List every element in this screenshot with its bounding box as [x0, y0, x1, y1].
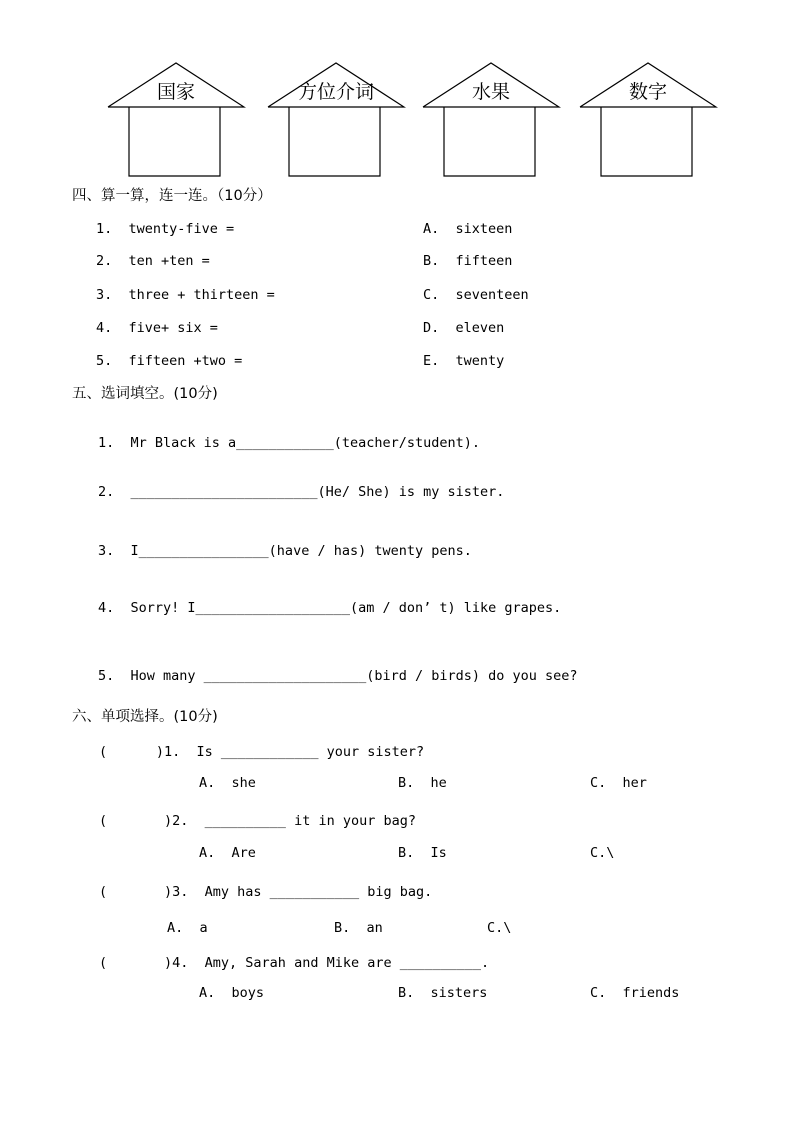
fill-item-5: 5. How many ____________________(bird / birds) do you see? — [98, 668, 578, 684]
mc-option-a: A. she — [199, 775, 256, 791]
house-label: 数字 — [628, 81, 667, 103]
house-label: 方位介词 — [297, 81, 374, 103]
fill-item-2: 2. _______________________(He/ She) is my sister. — [98, 484, 505, 500]
house-outline — [421, 60, 561, 178]
house-outline — [266, 60, 406, 178]
section5-title: 五、选词填空。(10分) — [72, 386, 218, 402]
house-number — [578, 60, 718, 178]
match-right-a: A. sixteen — [423, 221, 513, 237]
mc-question-3: ( )3. Amy has ___________ big bag. — [99, 884, 433, 900]
house-fruit — [421, 60, 561, 178]
mc-option-c: C.\ — [590, 845, 615, 861]
mc-option-b: B. Is — [398, 845, 447, 861]
match-right-d: D. eleven — [423, 320, 505, 336]
mc-option-a: A. boys — [199, 985, 265, 1001]
mc-option-a: A. Are — [199, 845, 256, 861]
match-right-b: B. fifteen — [423, 253, 513, 269]
match-left-2: 2. ten +ten = — [96, 253, 210, 269]
house-label: 国家 — [156, 81, 195, 103]
house-outline — [578, 60, 718, 178]
house-preposition — [266, 60, 406, 178]
match-right-c: C. seventeen — [423, 287, 529, 303]
house-outline — [106, 60, 246, 178]
mc-option-b: B. an — [334, 920, 383, 936]
mc-option-c: C. friends — [590, 985, 680, 1001]
section4-title: 四、算一算，连一连。（10分） — [72, 188, 272, 204]
fill-item-1: 1. Mr Black is a____________(teacher/student). — [98, 435, 481, 451]
mc-question-4: ( )4. Amy, Sarah and Mike are __________. — [99, 955, 490, 971]
mc-option-a: A. a — [167, 920, 208, 936]
mc-option-b: B. he — [398, 775, 447, 791]
match-left-4: 4. five+ six = — [96, 320, 218, 336]
match-right-e: E. twenty — [423, 353, 505, 369]
fill-item-3: 3. I________________(have / has) twenty pens. — [98, 543, 472, 559]
fill-item-4: 4. Sorry! I___________________(am / don’ t) like grapes. — [98, 600, 562, 616]
mc-option-c: C. her — [590, 775, 647, 791]
match-left-5: 5. fifteen +two = — [96, 353, 243, 369]
match-left-3: 3. three + thirteen = — [96, 287, 275, 303]
match-left-1: 1. twenty-five = — [96, 221, 235, 237]
house-country — [106, 60, 246, 178]
mc-option-c: C.\ — [487, 920, 512, 936]
mc-question-2: ( )2. __________ it in your bag? — [99, 813, 416, 829]
mc-option-b: B. sisters — [398, 985, 488, 1001]
mc-question-1: ( )1. Is ____________ your sister? — [99, 744, 425, 760]
house-label: 水果 — [471, 81, 510, 103]
section6-title: 六、单项选择。(10分) — [72, 709, 218, 725]
